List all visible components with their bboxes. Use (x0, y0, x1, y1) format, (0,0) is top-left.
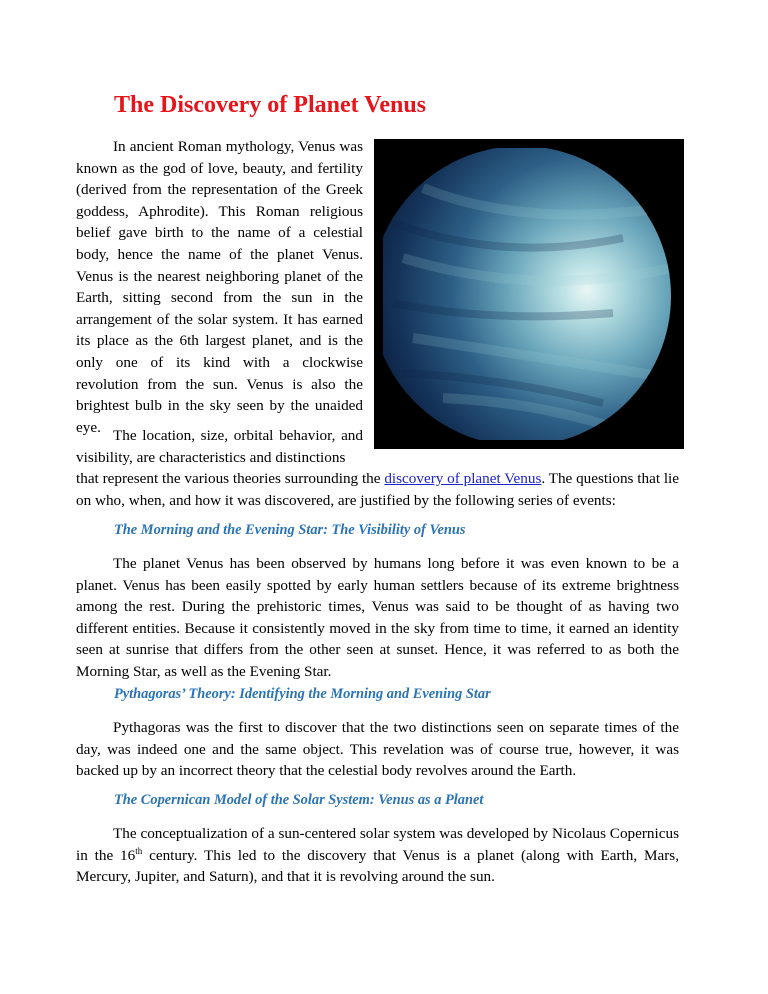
para3-text: The planet Venus has been observed by humans long before it was even known to be a planet. Venus has been easily spotted by early human settlers because of its extreme brightness among the rest. During the prehistoric times, Venus was said to be thought of as having two different entities. Because it consistently moved in the sky from time to time, it earned an identity seen at sunrise that differs from the other seen at sunset. Hence, it was referred to as both the Morning Star, as well as the Evening Star. (76, 555, 679, 680)
section-heading-pythagoras: Pythagoras’ Theory: Identifying the Morning and Evening Star (114, 686, 491, 702)
page-title: The Discovery of Planet Venus (114, 92, 426, 118)
paragraph-2-start (76, 425, 363, 468)
para2-before-link: that represent the various theories surrounding the (76, 470, 385, 487)
venus-image (374, 139, 684, 449)
para4-text: Pythagoras was the first to discover that the two distinctions seen on separate times of the day, was indeed one and the same object. This revelation was of course true, however, it was backed up by an incorrect theory that the celestial body revolves around the Earth. (76, 719, 679, 780)
ordinal-superscript: th (135, 845, 143, 856)
para5-after-sup: century. This led to the discovery that Venus is a planet (along with Earth, Mars, Mercury, Jupiter, and Saturn), and that it is revolving around the sun. (76, 846, 680, 886)
para2-after-link: . The questions that lie on who, when, and how it was discovered, are justified by the following series of events: (76, 470, 680, 509)
paragraph-4 (76, 717, 679, 782)
intro-text: In ancient Roman mythology, Venus was known as the god of love, beauty, and fertility (derived from the representation of the Greek goddess, Aphrodite). This Roman religious belief gave birth to the name of a celestial body, hence the name of the planet Venus. Venus is the nearest neighboring planet of the Earth, sitting second from the sun in the arrangement of the solar system. It has earned its place as the 6th largest planet, and is the only one of its kind with a clockwise revolution from the sun. Venus is also the brightest bulb in the sky seen by the unaided eye. (76, 138, 363, 436)
section-heading-copernican: The Copernican Model of the Solar System: Venus as a Planet (114, 792, 484, 808)
venus-planet-illustration (383, 148, 675, 440)
paragraph-3 (76, 553, 679, 683)
paragraph-2-continued (76, 468, 679, 511)
section-heading-visibility: The Morning and the Evening Star: The Visibility of Venus (114, 522, 466, 538)
intro-paragraph (76, 136, 363, 438)
para2-part1: The location, size, orbital behavior, and visibility, are characteristics and distinctions (76, 427, 363, 466)
paragraph-5 (76, 823, 679, 888)
para5-before-sup: The conceptualization of a sun-centered solar system was developed by Nicolaus Copernicus in the 16 (76, 825, 679, 864)
discovery-link[interactable]: discovery of planet Venus (384, 470, 542, 487)
